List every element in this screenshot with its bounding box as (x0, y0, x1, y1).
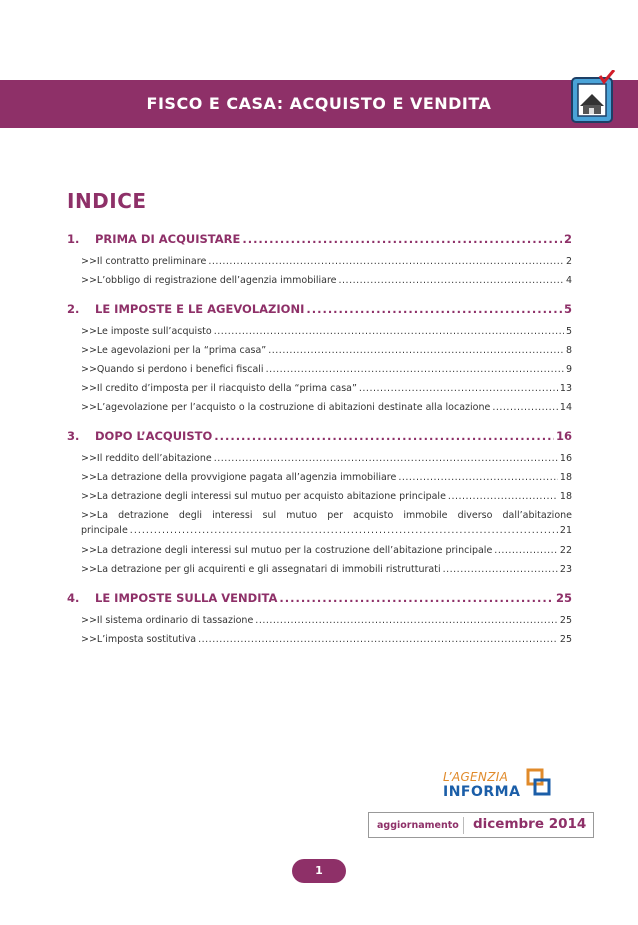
section-title: LE IMPOSTE E LE AGEVOLAZIONI (95, 302, 305, 316)
section-number: 1. (67, 232, 80, 246)
section-title: DOPO L’ACQUISTO (95, 429, 213, 443)
item-page: 9 (565, 364, 572, 375)
item-title: >>Le imposte sull’acquisto (81, 326, 212, 337)
dot-leader (268, 341, 564, 360)
dot-leader (208, 252, 564, 271)
table-of-contents (67, 232, 572, 649)
item-title: >>L’agevolazione per l’acquisto o la costruzione di abitazioni destinate alla locazione (81, 402, 491, 413)
header-banner (0, 80, 638, 128)
house-checklist-icon (568, 70, 620, 126)
item-title: >>Il credito d’imposta per il riacquisto della “prima casa” (81, 383, 357, 394)
item-title: >>L’imposta sostitutiva (81, 634, 197, 645)
dot-leader (398, 468, 558, 487)
item-title-line2: principale (81, 525, 128, 536)
toc-item[interactable] (67, 398, 572, 417)
dot-leader (359, 379, 558, 398)
logo-line1: L’AGENZIA (443, 770, 509, 784)
page-number: 1 (292, 859, 346, 883)
item-title: >>Il reddito dell’abitazione (81, 453, 212, 464)
item-page: 13 (559, 383, 572, 394)
update-separator (463, 817, 464, 834)
dot-leader (214, 429, 554, 443)
toc-item[interactable] (67, 252, 572, 271)
dot-leader (255, 611, 558, 630)
dot-leader (494, 541, 558, 560)
toc-section[interactable] (67, 591, 572, 605)
agenzia-informa-logo (443, 770, 553, 804)
item-title: >>La detrazione della provvigione pagata all’agenzia immobiliare (81, 472, 397, 483)
item-page: 2 (565, 256, 572, 267)
dot-leader (198, 630, 558, 649)
item-page: 5 (565, 326, 572, 337)
item-title: >>L’obbligo di registrazione dell’agenzia immobiliare (81, 275, 337, 286)
toc-item[interactable] (67, 271, 572, 290)
section-number: 4. (67, 591, 80, 605)
item-page: 14 (559, 402, 572, 413)
toc-item[interactable] (67, 630, 572, 649)
toc-item[interactable] (67, 560, 572, 579)
item-title: >>Il contratto preliminare (81, 256, 207, 267)
item-page: 21 (559, 525, 572, 536)
toc-section[interactable] (67, 302, 572, 316)
section-title: LE IMPOSTE SULLA VENDITA (95, 591, 278, 605)
dot-leader (492, 398, 558, 417)
item-page: 8 (565, 345, 572, 356)
dot-leader (266, 360, 564, 379)
toc-item[interactable] (67, 487, 572, 506)
item-title: >>Il sistema ordinario di tassazione (81, 615, 254, 626)
toc-item[interactable] (67, 468, 572, 487)
toc-item[interactable] (67, 341, 572, 360)
item-title: >>La detrazione degli interessi sul mutuo per la costruzione dell’abitazione principale (81, 545, 493, 556)
dot-leader (279, 591, 554, 605)
toc-section[interactable] (67, 429, 572, 443)
item-page: 22 (559, 545, 572, 556)
toc-item[interactable] (67, 508, 572, 538)
toc-item[interactable] (67, 611, 572, 630)
dot-leader (130, 523, 558, 538)
item-page: 18 (559, 491, 572, 502)
item-page: 16 (559, 453, 572, 464)
item-page: 25 (559, 615, 572, 626)
update-box (368, 812, 594, 838)
dot-leader (306, 302, 562, 316)
item-page: 18 (559, 472, 572, 483)
toc-item[interactable] (67, 541, 572, 560)
item-title: >>Le agevolazioni per la “prima casa” (81, 345, 267, 356)
dot-leader (242, 232, 562, 246)
document-title: FISCO E CASA: ACQUISTO E VENDITA (146, 94, 492, 113)
item-page: 4 (565, 275, 572, 286)
section-page: 2 (563, 232, 572, 246)
item-title: >>La detrazione per gli acquirenti e gli assegnatari di immobili ristrutturati (81, 564, 441, 575)
dot-leader (448, 487, 558, 506)
update-label: aggiornamento (377, 820, 459, 831)
dot-leader (339, 271, 564, 290)
section-title: PRIMA DI ACQUISTARE (95, 232, 241, 246)
dot-leader (214, 449, 558, 468)
section-number: 2. (67, 302, 80, 316)
toc-section[interactable] (67, 232, 572, 246)
dot-leader (443, 560, 558, 579)
item-title: >>Quando si perdono i benefici fiscali (81, 364, 264, 375)
dot-leader (214, 322, 564, 341)
toc-item[interactable] (67, 360, 572, 379)
item-title: >>La detrazione degli interessi sul mutuo per acquisto abitazione principale (81, 491, 446, 502)
update-date: dicembre 2014 (473, 816, 587, 832)
section-page: 25 (555, 591, 572, 605)
logo-line2: INFORMA (443, 784, 521, 800)
index-heading: INDICE (67, 189, 147, 213)
toc-item[interactable] (67, 322, 572, 341)
item-title-line2-row (67, 523, 572, 538)
item-page: 23 (559, 564, 572, 575)
toc-item[interactable] (67, 379, 572, 398)
section-page: 16 (555, 429, 572, 443)
item-title-line1: >>La detrazione degli interessi sul mutuo per acquisto immobile diverso dall’abitazione (81, 510, 572, 521)
toc-item[interactable] (67, 449, 572, 468)
section-page: 5 (563, 302, 572, 316)
section-number: 3. (67, 429, 80, 443)
agenzia-logo-icon (526, 768, 552, 802)
item-page: 25 (559, 634, 572, 645)
